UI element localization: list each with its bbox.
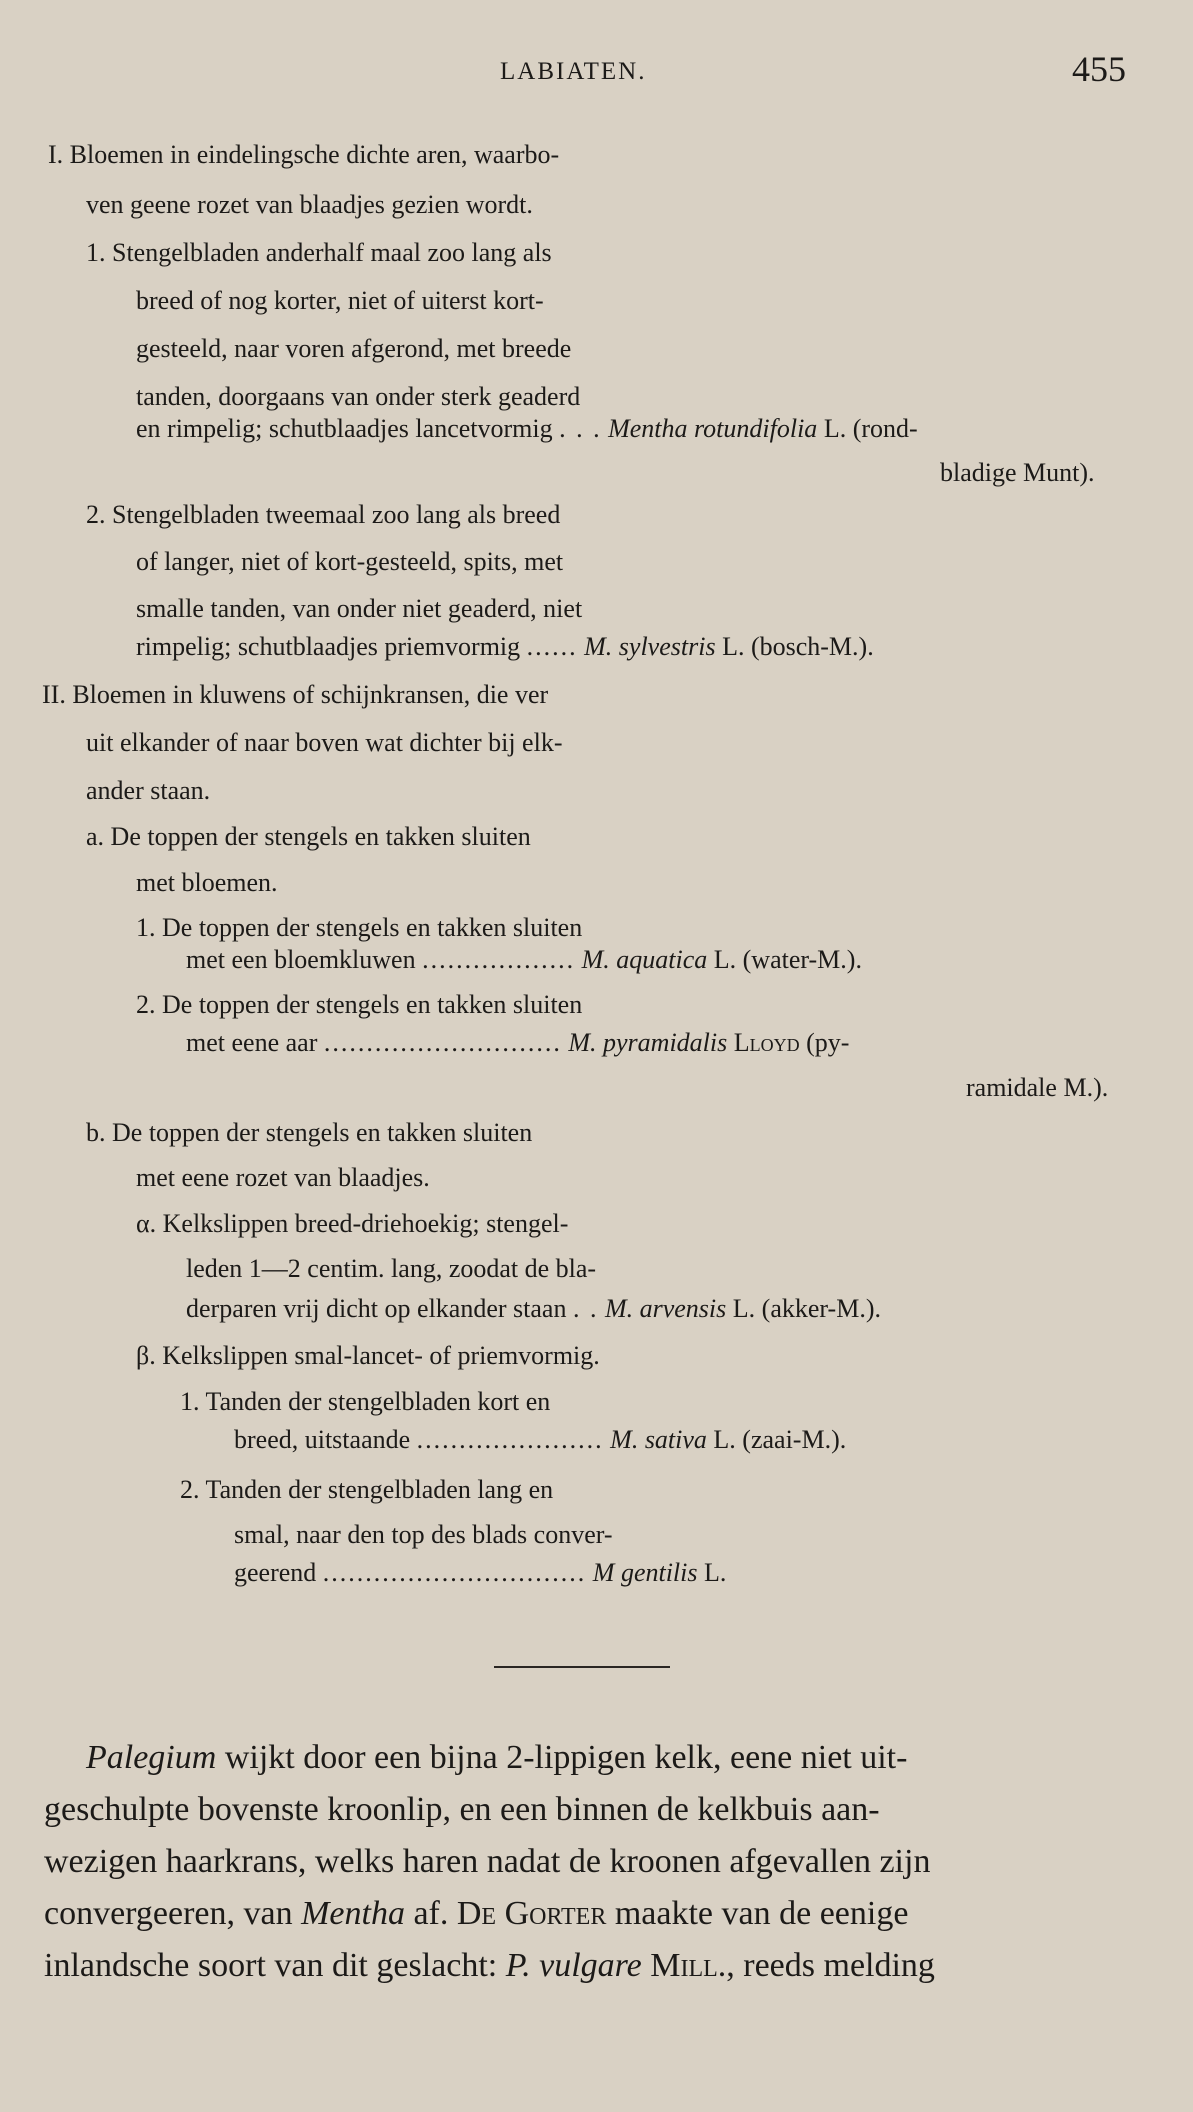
key-line: ander staan. <box>86 776 211 805</box>
key-line: a. De toppen der stengels en takken sluiten <box>86 822 531 851</box>
leader-dots: ............................ <box>323 1028 562 1057</box>
key-line-text: met een bloemkluwen <box>186 945 416 974</box>
key-line: tanden, doorgaans van onder sterk geaderd <box>136 382 581 411</box>
key-line-text: geerend <box>234 1558 317 1587</box>
key-line: bladige Munt). <box>940 458 1095 487</box>
species-name: M. arvensis <box>604 1294 727 1323</box>
author-name: De Gorter <box>456 1895 607 1932</box>
key-line: 2. Stengelbladen tweemaal zoo lang als breed <box>86 500 561 529</box>
leader-dots: ............................... <box>322 1558 587 1587</box>
running-header-title: LABIATEN. <box>500 58 647 85</box>
species-name: Mentha rotundifolia <box>608 414 818 443</box>
key-line-text: en rimpelig; schutblaadjes lancetvormig <box>136 414 553 443</box>
genus-name: Mentha <box>301 1895 405 1932</box>
species-author: L. (water-M.). <box>713 945 862 974</box>
page-number: 455 <box>1072 49 1126 89</box>
key-line: 1. Tanden der stengelbladen kort en <box>180 1387 551 1416</box>
species-name: M. aquatica <box>581 945 708 974</box>
key-line: ramidale M.). <box>966 1073 1109 1102</box>
species-author: L. (akker-M.). <box>732 1294 881 1323</box>
key-line-with-species <box>234 1425 846 1455</box>
key-line-with-species <box>186 1294 881 1324</box>
paragraph-line: inlandsche soort van dit geslacht: P. vulgare Mill., reeds melding <box>44 1947 935 1984</box>
species-name: M. pyramidalis <box>568 1028 728 1057</box>
species-name: M. sativa <box>610 1425 707 1454</box>
key-line: II. Bloemen in kluwens of schijnkransen, die ver <box>42 680 549 709</box>
key-line-text: met eene aar <box>186 1028 318 1057</box>
key-line-text: breed, uitstaande <box>234 1425 411 1454</box>
key-line: 1. De toppen der stengels en takken sluiten <box>136 913 583 942</box>
key-line: α. Kelkslippen breed-driehoekig; stengel- <box>136 1209 569 1238</box>
species-author: Lloyd <box>733 1028 800 1057</box>
key-line: smalle tanden, van onder niet geaderd, niet <box>136 594 583 623</box>
key-line-text: (py- <box>806 1028 850 1057</box>
species-name: M gentilis <box>592 1558 698 1587</box>
key-line: ven geene rozet van blaadjes gezien wordt. <box>86 190 533 219</box>
key-line-with-species <box>234 1558 726 1588</box>
key-line-text: derparen vrij dicht op elkander staan <box>186 1294 567 1323</box>
key-line: 2. De toppen der stengels en takken sluiten <box>136 990 583 1019</box>
key-line-text: rimpelig; schutblaadjes priemvormig <box>136 632 521 661</box>
key-line: met eene rozet van blaadjes. <box>136 1163 430 1192</box>
leader-dots: .................. <box>422 945 576 974</box>
key-line: uit elkander of naar boven wat dichter bij elk- <box>86 728 563 757</box>
author-name: Mill. <box>650 1947 727 1984</box>
leader-dots: ...... <box>526 632 578 661</box>
species-name: P. vulgare <box>505 1947 642 1984</box>
key-line: met bloemen. <box>136 868 278 897</box>
key-line: of langer, niet of kort-gesteeld, spits, met <box>136 547 564 576</box>
paragraph-line: wezigen haarkrans, welks haren nadat de kroonen afgevallen zijn <box>44 1843 931 1880</box>
key-line: leden 1—2 centim. lang, zoodat de bla- <box>186 1254 597 1283</box>
species-name: M. sylvestris <box>584 632 716 661</box>
leader-dots: . . <box>572 1294 599 1323</box>
key-line-with-species <box>136 414 918 444</box>
key-line: gesteeld, naar voren afgerond, met breede <box>136 334 572 363</box>
key-line: I. Bloemen in eindelingsche dichte aren, waarbo- <box>48 140 560 169</box>
species-author: L. (bosch-M.). <box>722 632 874 661</box>
leader-dots: ...................... <box>416 1425 604 1454</box>
key-line: breed of nog korter, niet of uiterst kort- <box>136 286 544 315</box>
paragraph-line: Palegium wijkt door een bijna 2-lippigen kelk, eene niet uit- <box>86 1739 908 1776</box>
key-line: β. Kelkslippen smal-lancet- of priemvormig. <box>136 1341 600 1370</box>
paragraph-line: geschulpte bovenste kroonlip, en een binnen de kelkbuis aan- <box>44 1791 880 1828</box>
key-line-with-species <box>186 1028 849 1058</box>
species-author: L. (zaai-M.). <box>713 1425 847 1454</box>
paragraph-line: convergeeren, van Mentha af. De Gorter maakte van de eenige <box>44 1895 909 1932</box>
key-line: 1. Stengelbladen anderhalf maal zoo lang als <box>86 238 552 267</box>
species-author: L. <box>704 1558 727 1587</box>
section-divider <box>494 1666 670 1668</box>
key-line-with-species <box>136 632 874 662</box>
leader-dots: . . . <box>559 414 602 443</box>
genus-name: Palegium <box>86 1739 217 1776</box>
key-line-with-species <box>186 945 862 975</box>
key-line: 2. Tanden der stengelbladen lang en <box>180 1475 554 1504</box>
species-author: L. (rond- <box>823 414 918 443</box>
key-line: smal, naar den top des blads conver- <box>234 1520 613 1549</box>
key-line: b. De toppen der stengels en takken sluiten <box>86 1118 533 1147</box>
